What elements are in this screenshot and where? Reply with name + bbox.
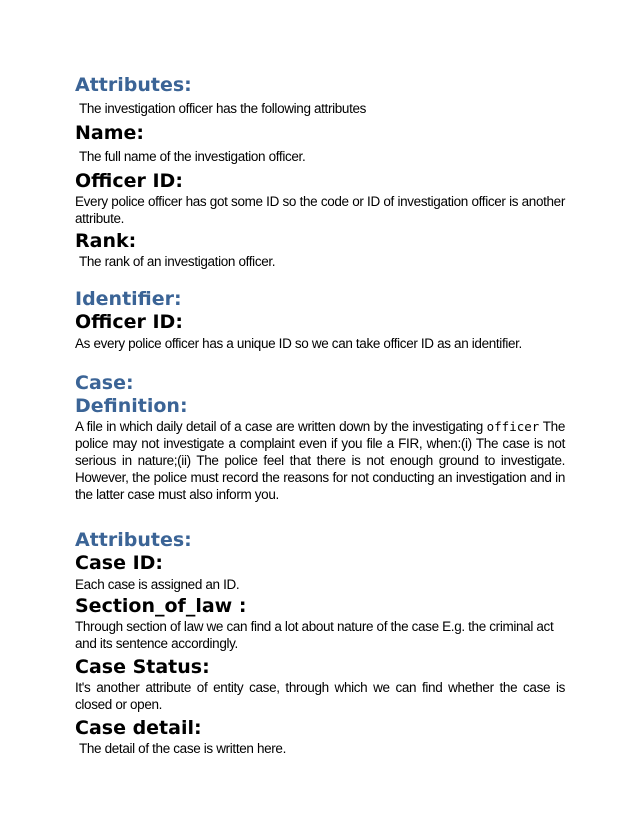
definition-text	[75, 418, 565, 503]
officer-id-heading: Officer ID:	[75, 170, 183, 192]
identifier-text: As every police officer has a unique ID so we can take officer ID as an identifier.	[75, 336, 522, 351]
case-heading: Case:	[75, 372, 134, 394]
officer-id-text: Every police officer has got some ID so the code or ID of investigation officer is another attribute.	[75, 194, 565, 226]
case-id-text: Each case is assigned an ID.	[75, 577, 240, 592]
document-page	[75, 74, 565, 757]
definition-heading: Definition:	[75, 395, 188, 417]
attributes-text: The investigation officer has the following attributes	[79, 101, 367, 116]
case-attributes-heading: Attributes:	[75, 529, 192, 551]
definition-text-rest: The police may not investigate a complaint even if you file a FIR, when:(i) The case is not serious in nature;(ii) The police feel that there is not enough ground to investigate. However, the police must record the reasons for not conducting an investigation and in the latter case must also inform you.	[75, 419, 566, 502]
case-detail-heading: Case detail:	[75, 717, 202, 739]
definition-text-start: A file in which daily detail of a case are written down by the investigating	[75, 419, 487, 434]
identifier-officer-id-heading: Officer ID:	[75, 311, 183, 333]
name-text: The full name of the investigation officer.	[79, 149, 306, 164]
rank-text: The rank of an investigation officer.	[79, 254, 276, 269]
rank-heading: Rank:	[75, 230, 137, 252]
case-status-text: It's another attribute of entity case, through which we can find whether the case is closed or open.	[75, 680, 565, 712]
definition-text-officer: officer	[486, 419, 540, 434]
attributes-heading: Attributes:	[75, 74, 192, 96]
section-of-law-heading: Section_of_law :	[75, 595, 247, 617]
section-of-law-text: Through section of law we can find a lot about nature of the case E.g. the criminal act and its sentence accordingly.	[75, 619, 554, 651]
name-heading: Name:	[75, 122, 145, 144]
case-detail-text: The detail of the case is written here.	[79, 741, 286, 756]
identifier-heading: Identifier:	[75, 288, 182, 310]
case-id-heading: Case ID:	[75, 552, 164, 574]
case-status-heading: Case Status:	[75, 656, 210, 678]
